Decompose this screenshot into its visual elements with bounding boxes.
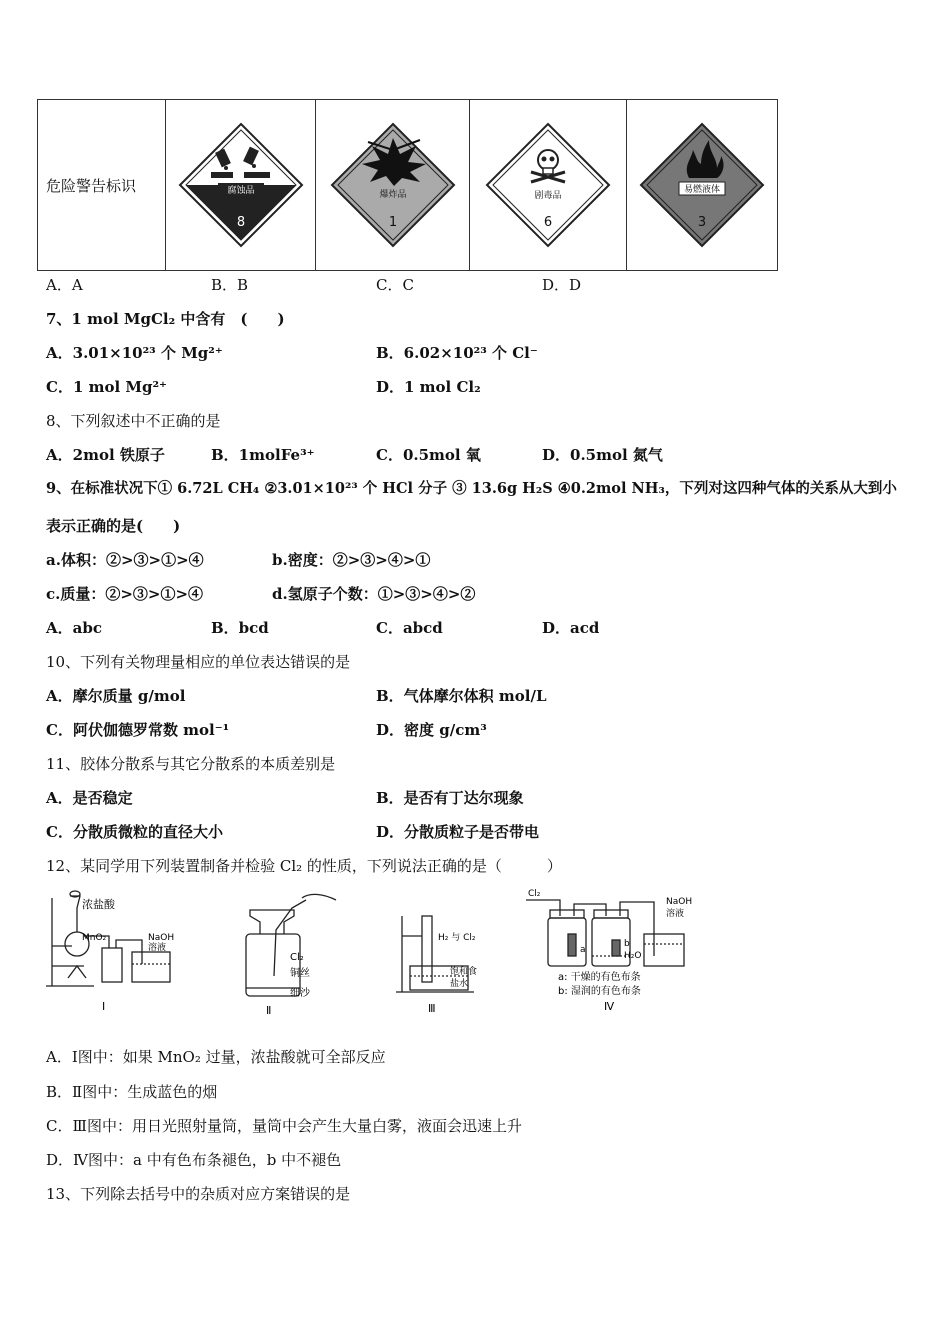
d2-label-sand: 细沙 <box>290 988 310 999</box>
q11-option-d[interactable]: D．分散质粒子是否带电 <box>376 823 540 841</box>
hazard-row-label: 危险警告标识 <box>38 100 166 271</box>
d2-label-copper: 铜丝 <box>290 968 310 979</box>
q8-option-a[interactable]: A．2mol 铁原子 <box>46 446 165 464</box>
q8-option-b[interactable]: B．1molFe³⁺ <box>211 446 315 464</box>
hazard-cell-toxic <box>470 100 627 271</box>
hazard-cell-corrosive <box>166 100 316 271</box>
q9-statement-d: d.氢原子个数：①>③>④>② <box>272 585 476 603</box>
hazard-cell-explosive <box>316 100 470 271</box>
d4-legend-a: a: 干燥的有色布条 <box>558 972 641 983</box>
q10-stem: 10、下列有关物理量相应的单位表达错误的是 <box>46 653 351 671</box>
explosive-hazard-icon <box>328 120 458 250</box>
toxic-hazard-icon <box>483 120 613 250</box>
q9-option-a[interactable]: A．abc <box>46 619 102 637</box>
q9-option-c[interactable]: C．abcd <box>376 619 443 637</box>
d4-label-solution: 溶液 <box>666 909 685 919</box>
apparatus-diagram-3 <box>394 906 504 1016</box>
q8-stem: 8、下列叙述中不正确的是 <box>46 412 221 430</box>
q11-stem: 11、胶体分散系与其它分散系的本质差别是 <box>46 755 336 773</box>
q11-option-c[interactable]: C．分散质微粒的直径大小 <box>46 823 223 841</box>
q12-stem: 12、某同学用下列装置制备并检验 Cl₂ 的性质，下列说法正确的是（ ） <box>46 857 562 875</box>
d3-label-saturated: 饱和食 <box>450 967 478 977</box>
explosive-label: 爆炸品 <box>378 190 407 200</box>
q6-option-d[interactable]: D．D <box>542 276 582 294</box>
q10-option-d[interactable]: D．密度 g/cm³ <box>376 721 487 739</box>
q8-option-d[interactable]: D．0.5mol 氮气 <box>542 446 663 464</box>
d2-label-cl2: Cl₂ <box>290 952 304 963</box>
toxic-label: 剧毒品 <box>534 191 562 201</box>
q12-option-a[interactable]: A．Ⅰ图中：如果 MnO₂ 过量，浓盐酸就可全部反应 <box>46 1048 386 1066</box>
corrosive-number: 8 <box>236 215 245 230</box>
hazard-symbol-table <box>37 99 778 271</box>
d1-label-hcl: 浓盐酸 <box>82 898 115 911</box>
q6-option-b[interactable]: B．B <box>211 276 249 294</box>
q9-statement-c: c.质量：②>③>①>④ <box>46 585 204 603</box>
d4-label-water: H₂O <box>624 951 642 961</box>
d4-label-a: a <box>580 945 586 955</box>
q7-option-a[interactable]: A．3.01×10²³ 个 Mg²⁺ <box>46 344 223 362</box>
apparatus-diagram-4 <box>524 886 704 1016</box>
q6-option-a[interactable]: A．A <box>46 276 83 294</box>
d1-label-mno2: MnO₂ <box>82 933 107 943</box>
d4-label-cl2: Cl₂ <box>528 889 541 899</box>
q9-stem-line2: 表示正确的是( ) <box>46 517 181 535</box>
q10-option-c[interactable]: C．阿伏伽德罗常数 mol⁻¹ <box>46 721 230 739</box>
d4-label-b: b <box>624 939 630 949</box>
d3-label-brine: 盐水 <box>450 979 469 989</box>
q9-option-b[interactable]: B．bcd <box>211 619 269 637</box>
q9-statement-a: a.体积：②>③>①>④ <box>46 551 204 569</box>
q10-option-a[interactable]: A．摩尔质量 g/mol <box>46 687 186 705</box>
apparatus-diagram-2 <box>236 890 346 1016</box>
d3-numeral: Ⅲ <box>428 1002 436 1015</box>
q7-option-c[interactable]: C．1 mol Mg²⁺ <box>46 378 167 396</box>
d1-label-solution: 溶液 <box>148 943 167 953</box>
q13-stem: 13、下列除去括号中的杂质对应方案错误的是 <box>46 1185 351 1203</box>
d4-numeral: Ⅳ <box>604 1000 615 1013</box>
flammable-label: 易燃液体 <box>683 185 721 195</box>
q8-option-c[interactable]: C．0.5mol 氧 <box>376 446 481 464</box>
q7-stem: 7、1 mol MgCl₂ 中含有 ( ) <box>46 310 285 328</box>
q9-option-d[interactable]: D．acd <box>542 619 600 637</box>
d4-label-naoh: NaOH <box>666 897 693 907</box>
toxic-number: 6 <box>543 215 553 230</box>
flammable-liquid-hazard-icon <box>637 120 767 250</box>
flammable-number: 3 <box>697 215 707 230</box>
q12-option-b[interactable]: B．Ⅱ图中：生成蓝色的烟 <box>46 1083 218 1101</box>
apparatus-diagram-1 <box>44 886 194 1016</box>
q11-option-a[interactable]: A．是否稳定 <box>46 789 133 807</box>
d3-label-gases: H₂ 与 Cl₂ <box>438 933 476 943</box>
d4-legend-b: b: 湿润的有色布条 <box>558 986 641 997</box>
corrosive-label: 腐蚀品 <box>226 186 255 196</box>
d1-numeral: Ⅰ <box>102 1000 106 1013</box>
d1-label-naoh: NaOH <box>148 933 175 943</box>
q7-option-b[interactable]: B．6.02×10²³ 个 Cl⁻ <box>376 344 538 362</box>
hazard-cell-flammable <box>627 100 778 271</box>
q10-option-b[interactable]: B．气体摩尔体积 mol/L <box>376 687 547 705</box>
q6-option-c[interactable]: C．C <box>376 276 414 294</box>
d2-numeral: Ⅱ <box>266 1004 272 1016</box>
q7-option-d[interactable]: D．1 mol Cl₂ <box>376 378 481 396</box>
corrosive-hazard-icon <box>176 120 306 250</box>
q11-option-b[interactable]: B．是否有丁达尔现象 <box>376 789 524 807</box>
q9-statement-b: b.密度：②>③>④>① <box>272 551 431 569</box>
q9-stem-line1: 9、在标准状况下① 6.72L CH₄ ②3.01×10²³ 个 HCl 分子 ③ 13.6g H₂S ④0.2mol NH₃，下列对这四种气体的关系从大到小 <box>46 480 897 497</box>
q12-option-d[interactable]: D．Ⅳ图中：a 中有色布条褪色，b 中不褪色 <box>46 1151 342 1169</box>
explosive-number: 1 <box>388 215 397 230</box>
q12-option-c[interactable]: C．Ⅲ图中：用日光照射量筒，量筒中会产生大量白雾，液面会迅速上升 <box>46 1117 522 1135</box>
